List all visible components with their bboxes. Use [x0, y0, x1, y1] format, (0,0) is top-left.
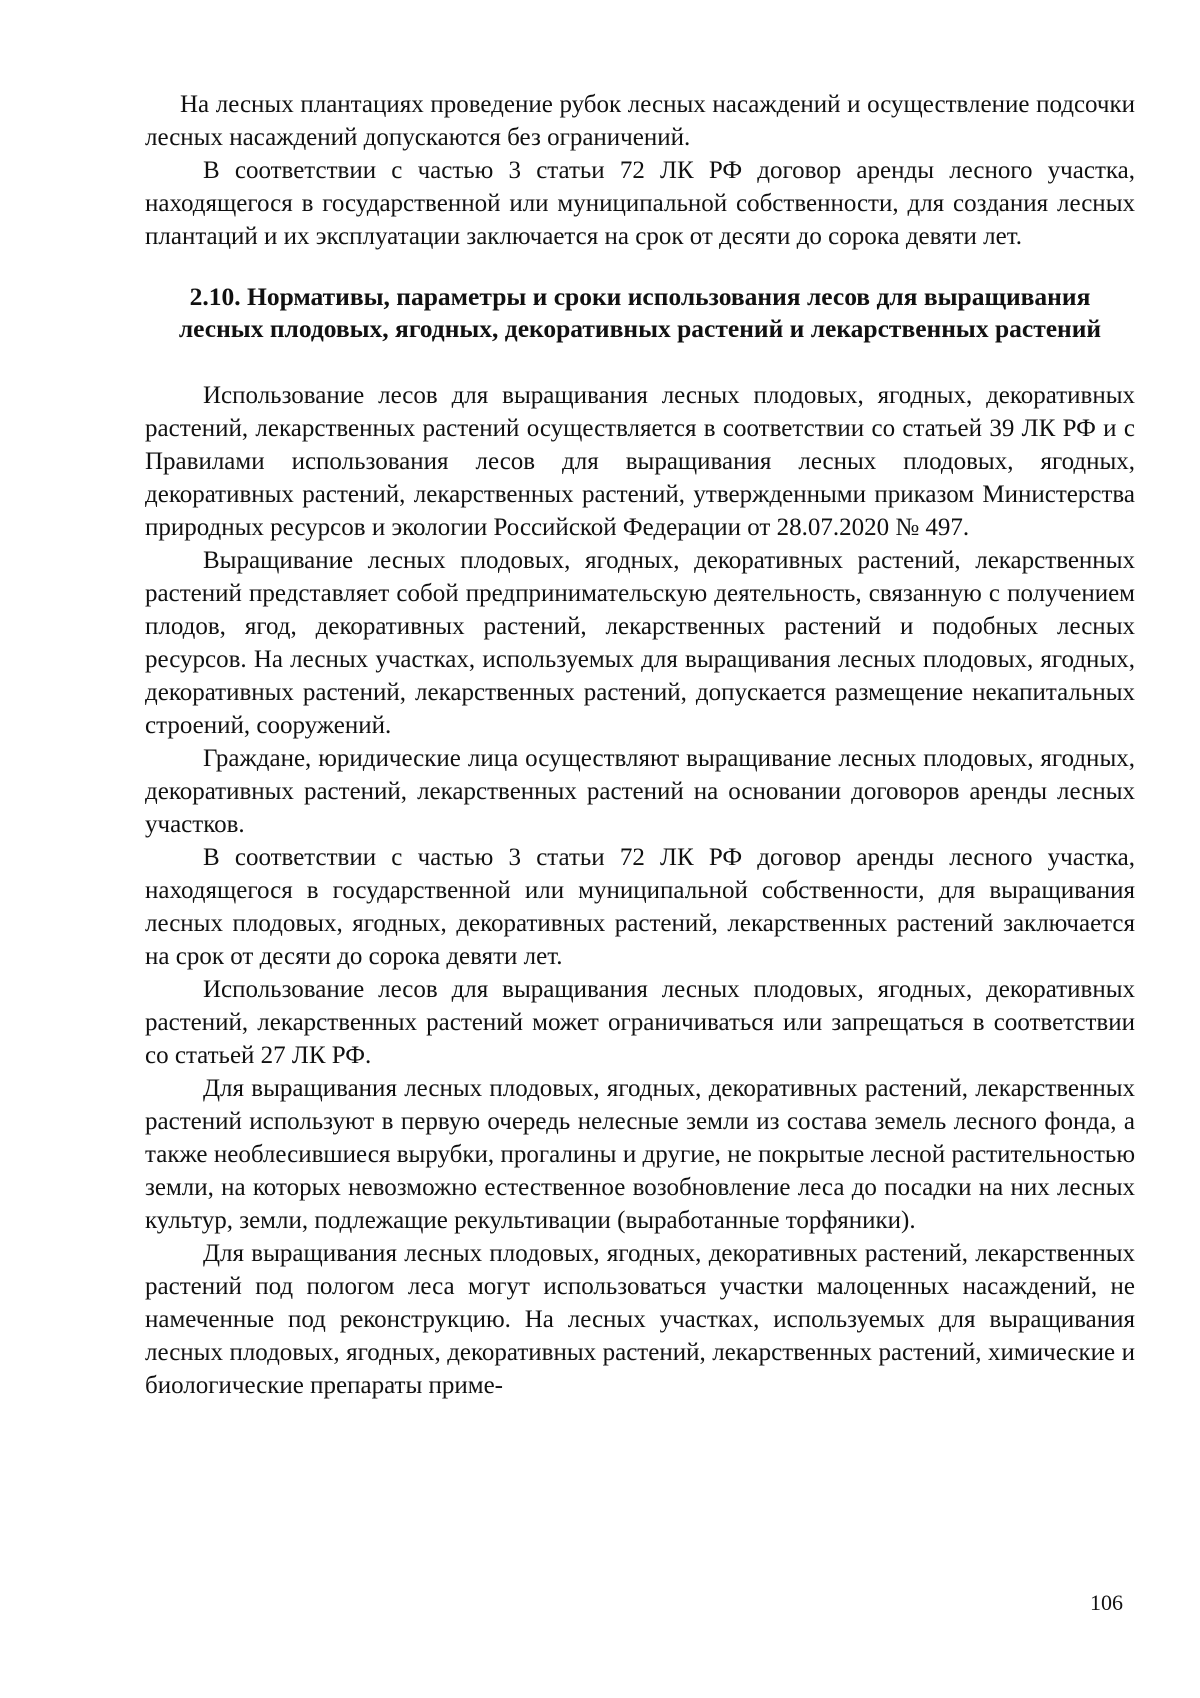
paragraph-plantation-lease-term: В соответствии с частью 3 статьи 72 ЛК РФ договор аренды лесного участка, находящегося в государственной или муниципальной собственности, для создания лесных плантаций и их эксплуатации заключается на срок от десяти до сорока девяти лет. [145, 157, 1135, 250]
page-number: 106 [1090, 1590, 1123, 1615]
paragraph-plantation-felling: На лесных плантациях проведение рубок лесных насаждений и осуществление подсочки лесных насаждений допускаются без ограничений. [145, 91, 1135, 151]
paragraph-forest-use-basis: Использование лесов для выращивания лесных плодовых, ягодных, декоративных растений, лекарственных растений осуществляется в соответствии со статьей 39 ЛК РФ и с Правилами использования лесов для выращивания лесных плодовых, ягодных, декоративных растений, лекарственных растений, утвержденными приказом Министерства природных ресурсов и экологии Российской Федерации от 28.07.2020 № 497. [145, 382, 1135, 541]
document-body [145, 88, 1135, 1402]
paragraph-land-priority: Для выращивания лесных плодовых, ягодных, декоративных растений, лекарственных растений используют в первую очередь нелесные земли из состава земель лесного фонда, а также необлесившиеся вырубки, прогалины и другие, не покрытые лесной растительностью земли, на которых невозможно естественное возобновление леса до посадки на них лесных культур, земли, подлежащие рекультивации (выработанные торфяники). [145, 1075, 1135, 1234]
paragraph-use-restriction: Использование лесов для выращивания лесных плодовых, ягодных, декоративных растений, лекарственных растений может ограничиваться или запрещаться в соответствии со статьей 27 ЛК РФ. [145, 976, 1135, 1069]
paragraph-lease-term: В соответствии с частью 3 статьи 72 ЛК РФ договор аренды лесного участка, находящегося в государственной или муниципальной собственности, для выращивания лесных плодовых, ягодных, декоративных растений, лекарственных растений заключается на срок от десяти до сорока девяти лет. [145, 844, 1135, 970]
paragraph-growing-activity: Выращивание лесных плодовых, ягодных, декоративных растений, лекарственных растений представляет собой предпринимательскую деятельность, связанную с получением плодов, ягод, декоративных растений, лекарственных растений и подобных лесных ресурсов. На лесных участках, используемых для выращивания лесных плодовых, ягодных, декоративных растений, лекарственных растений, допускается размещение некапитальных строений, сооружений. [145, 547, 1135, 739]
paragraph-canopy-use: Для выращивания лесных плодовых, ягодных, декоративных растений, лекарственных растений под пологом леса могут использоваться участки малоценных насаждений, не намеченные под реконструкцию. На лесных участках, используемых для выращивания лесных плодовых, ягодных, декоративных растений, лекарственных растений, химические и биологические препараты приме- [145, 1240, 1135, 1399]
section-heading-2-10: 2.10. Нормативы, параметры и сроки использования лесов для выращивания лесных плодовых, ягодных, декоративных растений и лекарственных растений [178, 282, 1102, 343]
paragraph-lease-basis: Граждане, юридические лица осуществляют выращивание лесных плодовых, ягодных, декоративных растений, лекарственных растений на основании договоров аренды лесных участков. [145, 745, 1135, 838]
